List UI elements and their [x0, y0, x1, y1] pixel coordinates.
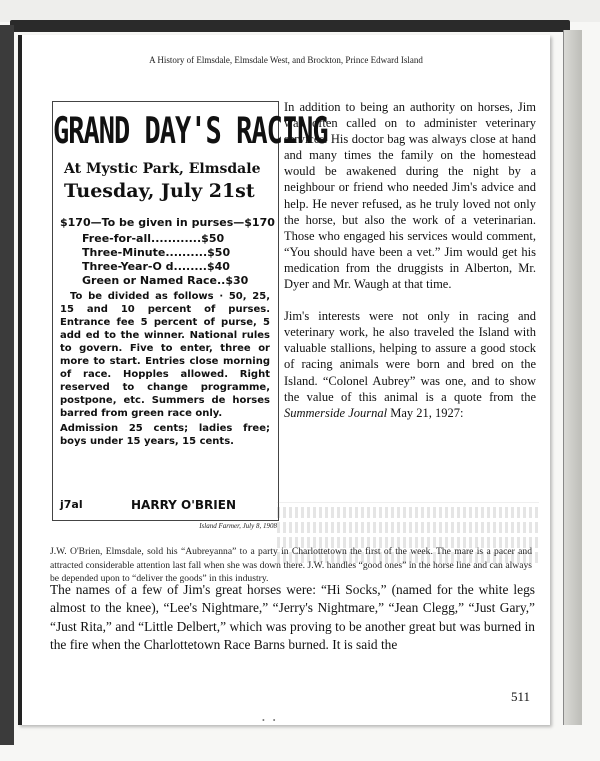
- race-item: Free-for-all............$50: [82, 232, 225, 245]
- paragraph-text: May 21, 1927:: [387, 405, 464, 420]
- race-item: Green or Named Race..$30: [82, 274, 249, 287]
- binder-spine-band: [10, 20, 570, 32]
- ad-location: At Mystic Park, Elmsdale: [64, 161, 261, 177]
- ad-caption: Island Farmer, July 8, 1908: [199, 522, 277, 530]
- running-header: A History of Elmsdale, Elmsdale West, and Brockton, Prince Edward Island: [149, 55, 423, 65]
- race-list: [82, 232, 278, 288]
- ad-terms: [60, 290, 270, 420]
- paragraph-text: Jim's interests were not only in racing and veterinary work, he also traveled the Island with valuable stallions, helping to assure a good stock of racing animals were born and bred on the Island. “Colonel Aubrey” was one, and to show the value of this animal is a quote from the: [284, 309, 536, 404]
- right-column-text: [284, 99, 536, 421]
- binder-top-edge: [0, 0, 600, 22]
- page-number: 511: [510, 689, 530, 704]
- body-paragraph: The names of a few of Jim's great horses were: “Hi Socks,” (named for the white legs almost to the knee), “Lee's Nightmare,” “Jerry's Nightmare,” “Jean Clegg,” “Just Gary,” “Just Rita,” and “Little Delbert,” which was proving to be another great but was burned in the fire when the Charlottetown Race Barns burned. It is said the: [50, 582, 535, 652]
- race-item: Three-Minute..........$50: [82, 246, 231, 259]
- binder-left-edge: [0, 25, 14, 745]
- ad-date: Tuesday, July 21st: [64, 180, 255, 202]
- paragraph: In addition to being an authority on horses, Jim was often called on to administer veterinary services. His doctor bag was always close at hand and many times the family on the homestead would be awakened during the night by a neighbour or friend who needed Jim's advice and help. He never refused, as he truly loved not only the horse, but also the work of a veterinarian. Those who engaged his services would comment, “You should have been a vet.” Jim would get his medication from the druggists in Alberton, Mr. Dyer and Mr. Waugh at that time.: [284, 100, 536, 292]
- book-page: [18, 35, 550, 725]
- newspaper-advertisement: [52, 101, 328, 521]
- ad-purses: $170—To be given in purses—$170: [60, 216, 275, 229]
- ad-footer-code: j7al: [60, 498, 83, 511]
- ad-admission: Admission 25 cents; ladies free; boys under 15 years, 15 cents.: [60, 423, 270, 447]
- source-title: Summerside Journal: [284, 405, 388, 420]
- ad-title: GRAND DAY'S RACING: [53, 110, 328, 153]
- ad-signer: HARRY O'BRIEN: [131, 498, 236, 512]
- race-item: Three-Year-O d........$40: [82, 260, 230, 273]
- paragraph: [284, 308, 536, 421]
- binder-holes: • •: [262, 716, 279, 725]
- block-quote: J.W. O'Brien, Elmsdale, sold his “Aubreyanna” to a party in Charlottetown the first of the week. The mare is a pacer and attracted considerable attention last fall when she was down there. J.W. handles “good ones” in the horse line and can always be depended upon to “deliver the goods” in this industry.: [50, 546, 532, 584]
- page-stack-edge: [563, 30, 582, 725]
- ad-footer: [60, 498, 270, 512]
- ad-terms-text: To be divided as follows · 50, 25, 15 and 10 percent of purses. Entrance fee 5 percent of purse, 5 add ed to the winner. National rules to govern. Five to enter, three or more to start. Entries close morning of race. Hopples allowed. Right reserved to change programme, postpone, etc. Summers de horses barred from green race only.: [60, 291, 270, 419]
